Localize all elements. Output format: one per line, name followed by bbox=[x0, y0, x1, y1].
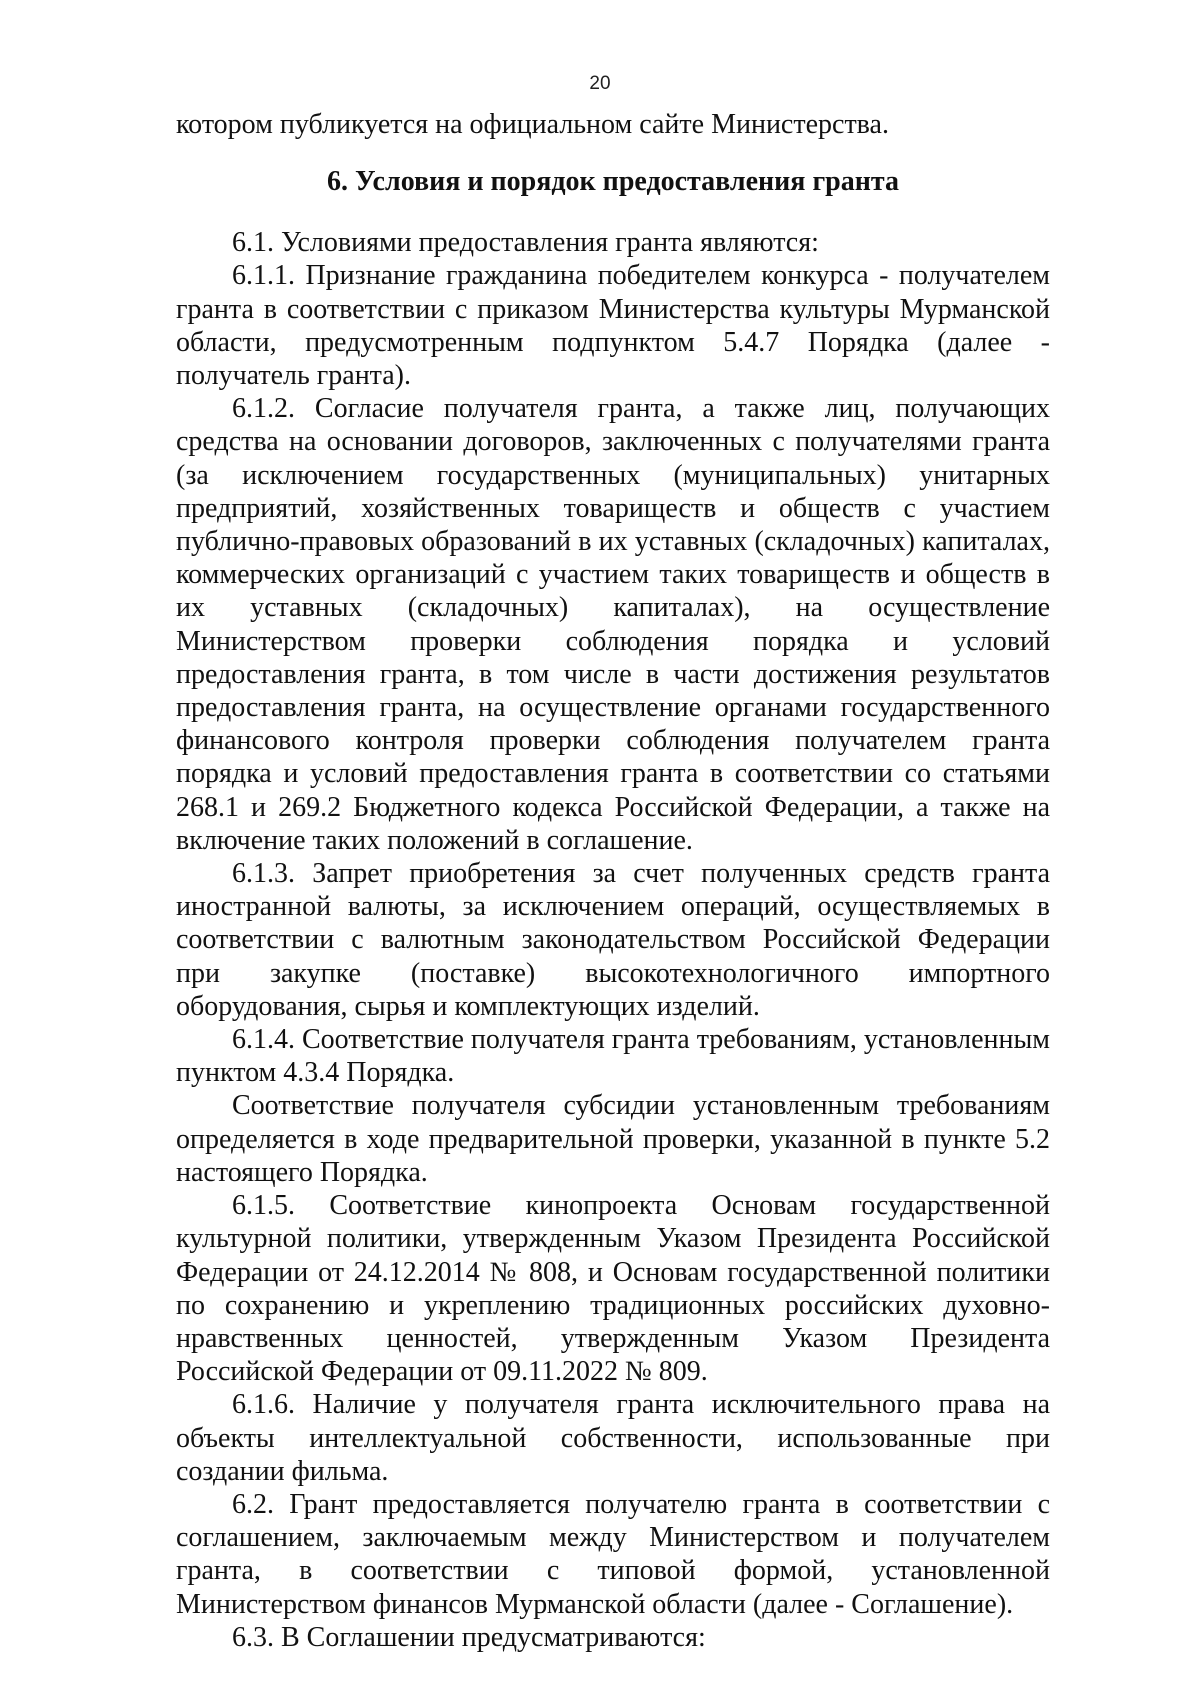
paragraph-6-1-1: 6.1.1. Признание гражданина победителем конкурса - получателем гранта в соответствии с приказом Министерства культуры Мурманской области, предусмотренным подпунктом 5.4.7 Порядка (далее - получатель гранта). bbox=[176, 260, 1050, 392]
paragraph-6-1: 6.1. Условиями предоставления гранта являются: bbox=[232, 227, 819, 259]
paragraph-6-1-4-note: Соответствие получателя субсидии установленным требованиям определяется в ходе предварительной проверки, указанной в пункте 5.2 настоящего Порядка. bbox=[176, 1090, 1050, 1188]
continuation-paragraph: котором публикуется на официальном сайте Министерства. bbox=[176, 109, 889, 140]
paragraph-6-3: 6.3. В Соглашении предусматриваются: bbox=[232, 1621, 706, 1653]
paragraph-6-2: 6.2. Грант предоставляется получателю гранта в соответствии с соглашением, заключаемым между Министерством и получателем гранта, в соответствии с типовой формой, установленной Министерством финансов Мурманской области (далее - Соглашение). bbox=[176, 1488, 1050, 1620]
paragraph-6-1-5: 6.1.5. Соответствие кинопроекта Основам государственной культурной политики, утвержденным Указом Президента Российской Федерации от 24.12.2014 № 808, и Основам государственной политики по сохранению и укреплению традиционных российских духовно-нравственных ценностей, утвержденным Указом Президента Российской Федерации от 09.11.2022 № 809. bbox=[176, 1190, 1050, 1388]
paragraph-6-1-3: 6.1.3. Запрет приобретения за счет полученных средств гранта иностранной валюты, за исключением операций, осуществляемых в соответствии с валютным законодательством Российской Федерации при закупке (поставке) высокотехнологичного импортного оборудования, сырья и комплектующих изделий. bbox=[176, 858, 1050, 1022]
document-body bbox=[176, 108, 1050, 1654]
paragraph-6-1-4: 6.1.4. Соответствие получателя гранта требованиям, установленным пунктом 4.3.4 Порядка. bbox=[176, 1024, 1050, 1089]
section-heading: 6. Условия и порядок предоставления гранта bbox=[327, 166, 899, 198]
page-number: 20 bbox=[589, 73, 611, 94]
paragraph-6-1-2: 6.1.2. Согласие получателя гранта, а также лиц, получающих средства на основании договоров, заключенных с получателями гранта (за исключением государственных (муниципальных) унитарных предприятий, хозяйственных товариществ и обществ с участием публично-правовых образований в их уставных (складочных) капиталах, коммерческих организаций с участием таких товариществ и обществ в их уставных (складочных) капиталах), на осуществление Министерством проверки соблюдения порядка и условий предоставления гранта, в том числе в части достижения результатов предоставления гранта, на осуществление органами государственного финансового контроля проверки соблюдения получателем гранта порядка и условий предоставления гранта в соответствии со статьями 268.1 и 269.2 Бюджетного кодекса Российской Федерации, а также на включение таких положений в соглашение. bbox=[176, 393, 1050, 856]
paragraph-6-1-6: 6.1.6. Наличие у получателя гранта исключительного права на объекты интеллектуальной собственности, использованные при создании фильма. bbox=[176, 1389, 1050, 1487]
